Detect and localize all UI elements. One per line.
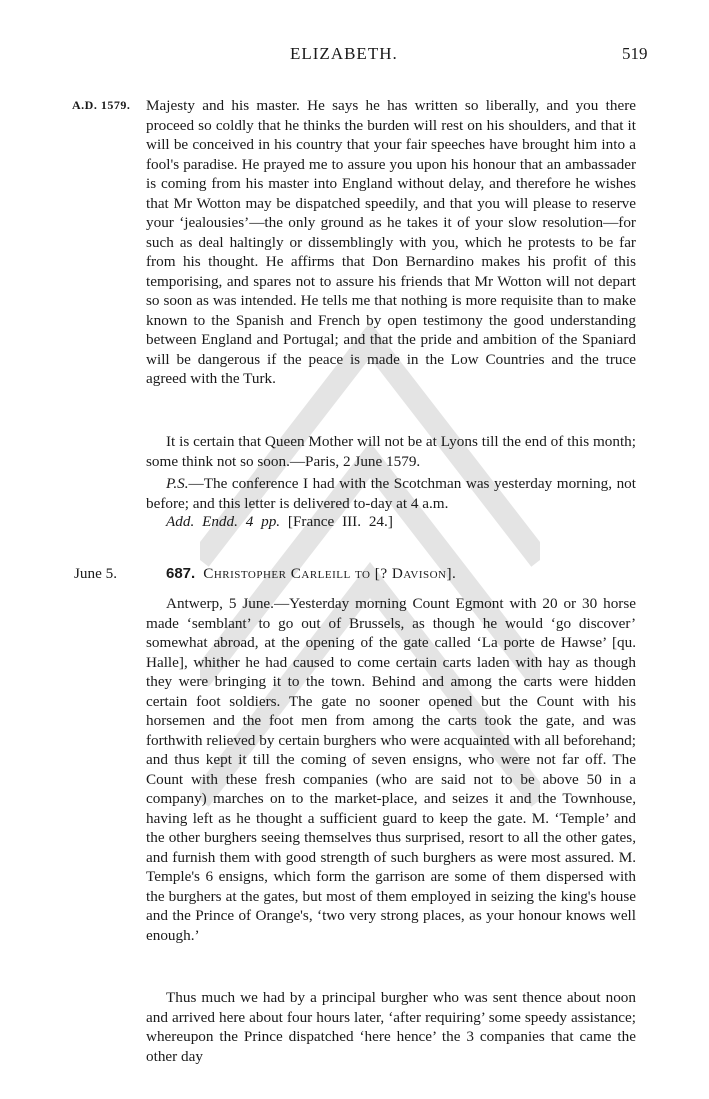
entry-heading (166, 565, 456, 583)
running-head (0, 38, 709, 68)
postscript-label: P.S. (166, 475, 189, 492)
endorsement-add: Add. (166, 513, 195, 530)
entry-paragraph-1: Antwerp, 5 June.—Yesterday morning Count Egmont with 20 or 30 horse made ‘semblant’ to go out of Brussels, as though he would ‘go discover’ somewhat abroad, at the opening of the gate called ‘La porte de Hawse’ [qu. Halle], whither he had caused to come certain carts laden with hay as though they were bringing it to the town. Behind and among the carts were hidden certain foot soldiers. The gate no sooner opened but the Count with his horsemen and the foot men from among the carts took the gate, and was forthwith relieved by certain burghers who were acquainted with all beforehand; and thus kept it till the coming of seven ensigns, who were not far off. The Count with these fresh companies (who are said not to be above 50 in a company) marches on to the market-place, and seizes it and the Townhouse, having left as he thought a sufficient guard to keep the gate. M. ‘Temple’ and the other burghers seeing themselves thus surprised, resort to all the other gates, and furnish them with good strength of such burghers as were most assured. M. Temple's 6 ensigns, which form the garrison are some of them dispersed with the burghers at the gates, but most of them employed in seizing the king's house and the Prince of Orange's, ‘two very strong places, as your honour knows well enough.’ (146, 595, 636, 944)
entry-number: 687. (166, 565, 196, 582)
postscript (146, 474, 636, 513)
margin-year: A.D. 1579. (72, 98, 131, 112)
letter-paragraph-2: It is certain that Queen Mother will not be at Lyons till the end of this month; some think not so soon.—Paris, 2 June 1579. (146, 433, 636, 470)
entry-paragraph-2: Thus much we had by a principal burgher who was sent thence about noon and arrived here about four hours later, ‘after requiring’ some speedy assistance; whereupon the Prince dispatched ‘here hence’ the 3 companies that came the other day (146, 989, 636, 1065)
entry-date: June 5. (74, 565, 118, 582)
postscript-text: —The conference I had with the Scotchman was yesterday morning, not before; and this letter is delivered to-day at 4 a.m. (146, 475, 636, 512)
page-number: 519 (622, 44, 648, 63)
endorsement-pages: 4 pp. (245, 513, 281, 530)
endorsement-endd: Endd. (202, 513, 238, 530)
endorsement-reference: [France III. 24.] (287, 513, 393, 530)
endorsement-line (166, 513, 393, 531)
running-title: ELIZABETH. (290, 44, 398, 63)
entry-title: Christopher Carleill to [? Davison]. (203, 565, 457, 582)
letter-paragraph-1: Majesty and his master. He says he has written so liberally, and you there proceed so coldly that he thinks the burden will rest on his shoulders, and that it will be conceived in his country that your fair speeches have brought him into a fool's paradise. He prayed me to assure you upon his honour that an ambassader is coming from his master into England without delay, and therefore he wishes that Mr Wotton may be dispatched speedily, and that you will please to reserve your ‘jealousies’—the only ground as he takes it of your slow resolution—for such as deal haltingly or dissemblingly with you, which he protests to be far from his thought. He affirms that Don Bernardino makes his profit of this temporising, and spares not to assure his friends that Mr Wotton will not depart so soon as was intended. He tells me that nothing is more requisite than to make known to the Spanish and French by open testimony the good understanding between England and Portugal; and that the pride and ambition of the Spaniard will be dangerous if the peace is made in the Low Countries and the truce agreed with the Turk. (146, 97, 636, 387)
